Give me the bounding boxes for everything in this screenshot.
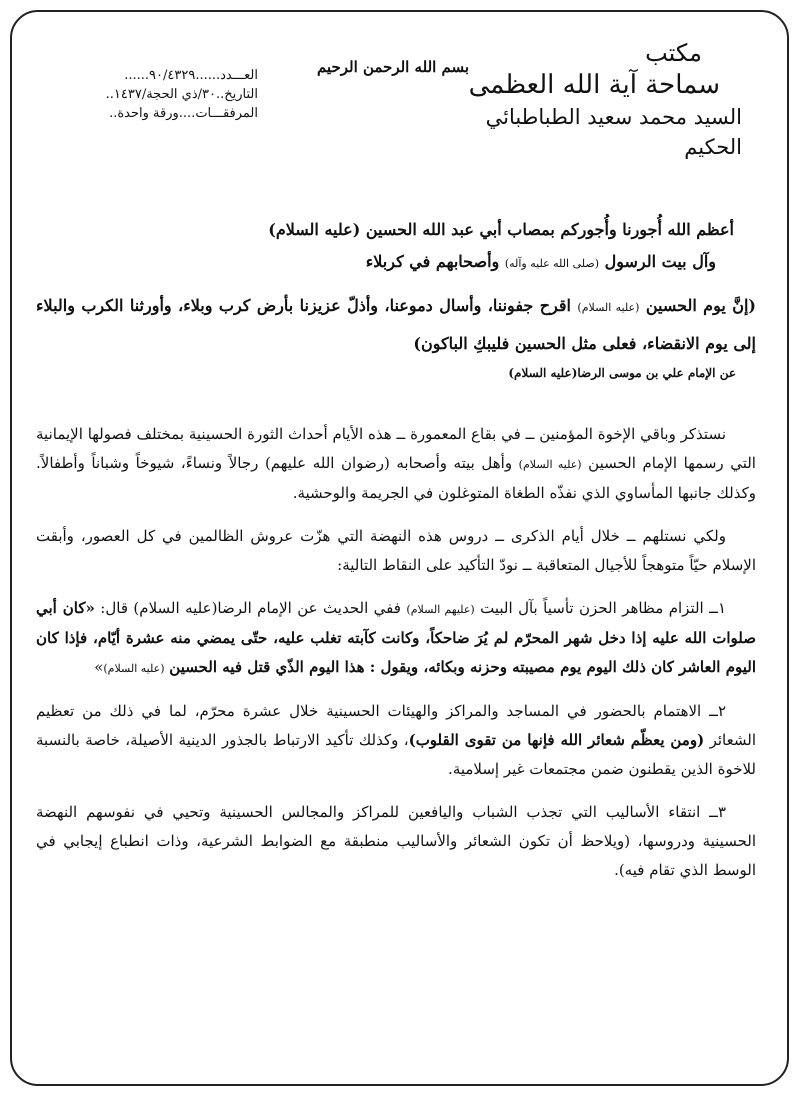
letter-body xyxy=(36,214,756,885)
reference-block xyxy=(38,66,258,123)
hadith-source: عن الإمام علي بن موسى الرضا(عليه السلام) xyxy=(508,366,736,380)
condolence-heading-line2: وآل بيت الرسول (صلى الله عليه وآله) وأصحابهم في كربلاء xyxy=(365,252,716,271)
point-3-methods: ٣ــ انتقاء الأساليب التي تجذب الشباب واليافعين للمراكز والمجالس الحسينية وتحيي في نفوسهم النهضة الحسينية ودروسها، (ويلاحظ أن تكون الشعائر والأساليب منطبقة مع الضوابط الشرعية، وذات انطباع إيجابي في الوسط الذي تقام فيه). xyxy=(36,803,756,879)
office-title: مكتب xyxy=(645,39,702,67)
point-1-mourning: ١ــ التزام مظاهر الحزن تأسياً بآل البيت (عليهم السلام) ففي الحديث عن الإمام الرضا(عليه السلام) قال: «كان أبي صلوات الله عليه إذا دخل شهر المحرّم لم يُرَ ضاحكاً، وكانت كآبته تغلب عليه، حتّى يمضي منه عشرة أيّام، فإذا كان اليوم العاشر كان ذلك اليوم يوم مصيبته وحزنه وبكائه، ويقول : هذا اليوم الذّي قتل فيه الحسين (عليه السلام)» xyxy=(36,599,756,676)
ref-number: العـــدد......٩٠/٤٣٢٩...... xyxy=(124,68,258,83)
basmala: بسم الله الرحمن الرحيم xyxy=(316,58,470,76)
paragraph-intro: نستذكر وباقي الإخوة المؤمنين ــ في بقاع المعمورة ــ هذه الأيام أحداث الثورة الحسينية بمختلف فصولها الإيمانية التي رسمها الإمام الحسين (عليه السلام) وأهل بيته وأصحابه (رضوان الله عليهم) رجالاً ونساءً، شيوخاً وشباناً وأطفالاً. وكذلك جانبها المأساوي الذي نفذّه الطغاة المتوغلون في الجريمة والوحشية. xyxy=(36,425,756,502)
ref-date: التاريخ..٣٠/ذي الحجة/١٤٣٧.. xyxy=(105,87,258,102)
office-eminence: سماحة آية الله العظمى xyxy=(468,70,720,100)
condolence-heading-line1: أعظم الله أُجورنا وأُجوركم بمصاب أبي عبد الله الحسين (عليه السلام) xyxy=(268,220,734,239)
paragraph-lessons: ولكي نستلهم ــ خلال أيام الذكرى ــ دروس هذه النهضة التي هزّت عروش الظالمين في كل العصور، وأبقت الإسلام حيّاً متوهجاً للأجيال المتعاقبة ــ نودّ التأكيد على النقاط التالية: xyxy=(36,527,756,574)
hadith-quote: (إنَّ يوم الحسين (عليه السلام) اقرح جفوننا، وأسال دموعنا، وأذلّ عزيزنا بأرض كرب وبلاء، وأورثنا الكرب والبلاء إلى يوم الانقضاء، فعلى مثل الحسين فليبكِ الباكون) xyxy=(36,296,757,353)
office-name: السيد محمد سعيد الطباطبائي الحكيم xyxy=(485,105,742,159)
ref-attachments: المرفقـــات....ورقة واحدة.. xyxy=(109,106,258,121)
point-2-attendance: ٢ــ الاهتمام بالحضور في المساجد والمراكز والهيئات الحسينية خلال عشرة محرّم، لما في ذلك من تعظيم الشعائر (ومن يعظّم شعائر الله فإنها من تقوى القلوب)، وكذلك تأكيد الارتباط بالجذور الدينية الأصيلة، خاصة بالنسبة للاخوة الذين يقطنون ضمن مجتمعات غير إسلامية. xyxy=(36,702,756,778)
office-letterhead xyxy=(442,38,742,162)
